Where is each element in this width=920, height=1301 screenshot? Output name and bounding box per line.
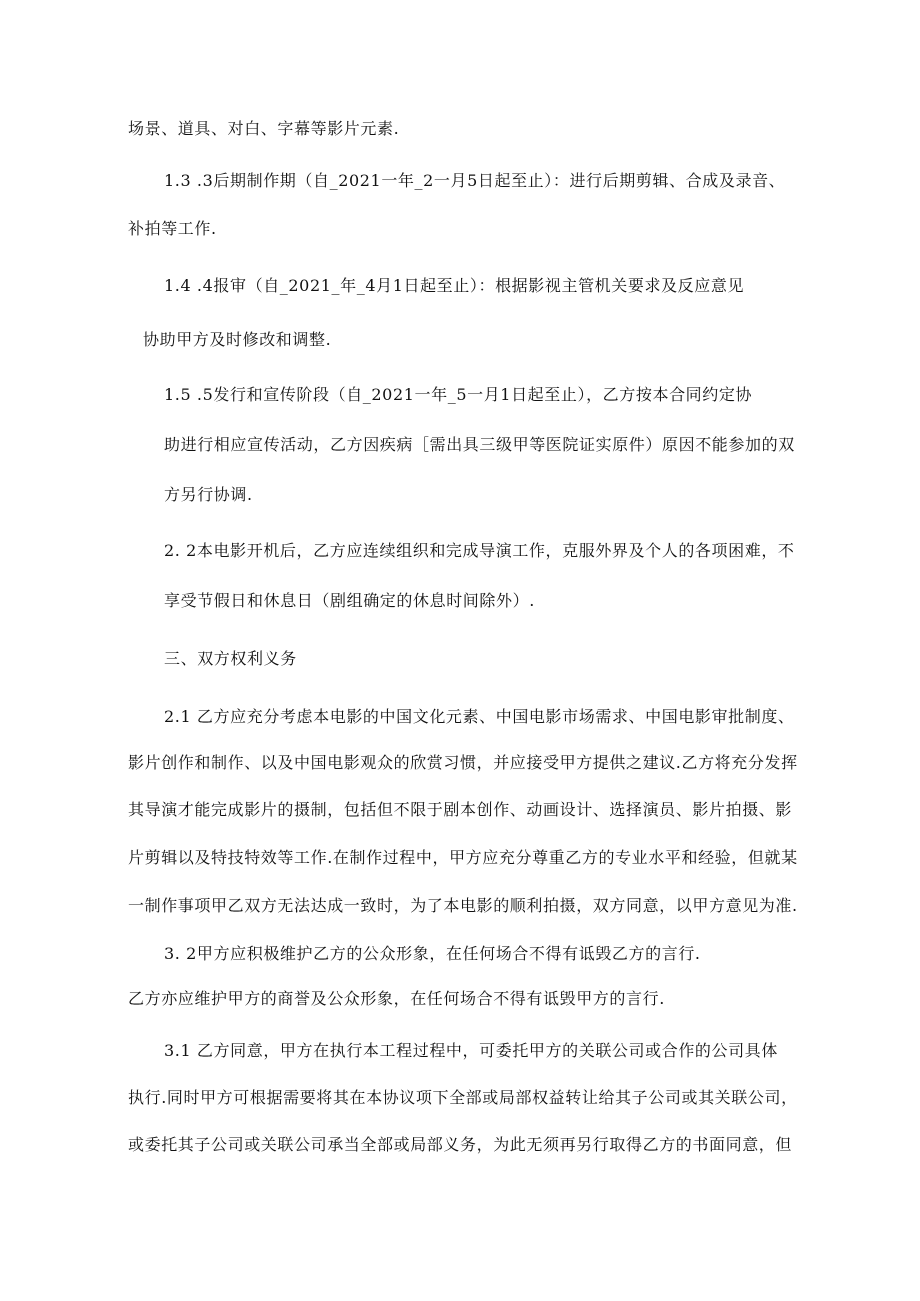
- text-line: 3. 2甲方应积极维护乙方的公众形象，在任何场合不得有诋毁乙方的言行.: [164, 944, 701, 963]
- text-line: 执行.同时甲方可根据需要将其在本协议项下全部或局部权益转让给其子公司或其关联公司，: [128, 1088, 798, 1107]
- text-line: 协助甲方及时修改和调整.: [143, 330, 332, 349]
- text-line: 享受节假日和休息日（剧组确定的休息时间除外）.: [164, 591, 535, 610]
- text-line: 一制作事项甲乙双方无法达成一致时，为了本电影的顺利拍摄，双方同意，以甲方意见为准.: [128, 896, 798, 915]
- text-line: 场景、道具、对白、字幕等影片元素.: [128, 119, 400, 138]
- text-line: 补拍等工作.: [128, 219, 217, 238]
- text-line: 2. 2本电影开机后，乙方应连续组织和完成导演工作，克服外界及个人的各项困难，不: [164, 541, 795, 560]
- text-line: 乙方亦应维护甲方的商誉及公众形象，在任何场合不得有诋毁甲方的言行.: [128, 989, 665, 1008]
- section-heading: 三、双方权利义务: [164, 649, 297, 668]
- text-line: 1.4 .4报审（自_2021_年_4月1日起至止）：根据影视主管机关要求及反应意见: [164, 276, 745, 295]
- text-line: 方另行协调.: [164, 485, 253, 504]
- text-line: 1.5 .5发行和宣传阶段（自_2021一年_5一月1日起至止），乙方按本合同约定协: [164, 385, 753, 404]
- text-line: 助进行相应宣传活动，乙方因疾病［需出具三级甲等医院证实原件）原因不能参加的双: [164, 435, 795, 454]
- text-line: 1.3 .3后期制作期（自_2021一年_2一月5日起至止）：进行后期剪辑、合成及录音、: [164, 171, 786, 190]
- text-line: 或委托其子公司或关联公司承当全部或局部义务，为此无须再另行取得乙方的书面同意，但: [128, 1135, 793, 1154]
- text-line: 3.1 乙方同意，甲方在执行本工程过程中，可委托甲方的关联公司或合作的公司具体: [164, 1041, 778, 1060]
- text-line: 片剪辑以及特技特效等工作.在制作过程中，甲方应充分尊重乙方的专业水平和经验，但就某: [128, 848, 798, 867]
- text-line: 其导演才能完成影片的摄制，包括但不限于剧本创作、动画设计、选择演员、影片拍摄、影: [128, 800, 793, 819]
- text-line: 影片创作和制作、以及中国电影观众的欣赏习惯，并应接受甲方提供之建议.乙方将充分发挥: [128, 753, 798, 772]
- text-line: 2.1 乙方应充分考虑本电影的中国文化元素、中国电影市场需求、中国电影审批制度、: [164, 707, 795, 726]
